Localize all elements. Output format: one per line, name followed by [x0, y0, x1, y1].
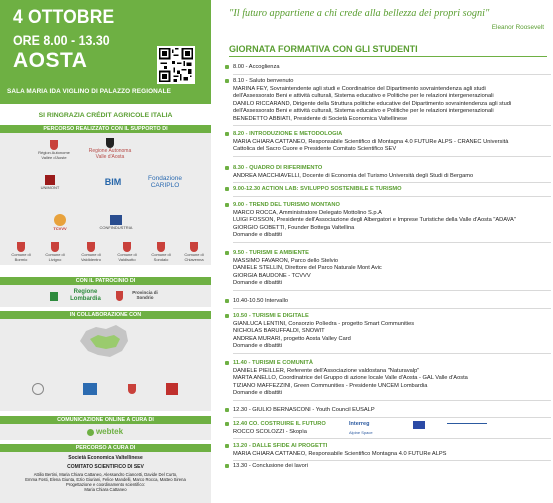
left-panel — [0, 0, 211, 503]
committee-title: COMITATO SCIENTIFICO DI SEV — [67, 464, 144, 470]
program-title: GIORNATA FORMATIVA CON GLI STUDENTI — [229, 44, 418, 55]
aosta-region-logo-2: Regione Autonoma Valle d'Aosta — [88, 135, 132, 163]
bullet-icon — [225, 464, 229, 468]
bullet-icon — [225, 203, 229, 207]
aosta-region-logo: Région Autonome Vallée d'Aoste — [34, 137, 74, 163]
program-item: 8.30 - QUADRO DI RIFERIMENTO ANDREA MACCHIAVELLI, Docente di Economia del Turismo Università degli Studi di Bergamo — [225, 165, 551, 183]
bullet-icon — [225, 444, 229, 448]
bullet-icon — [225, 361, 229, 365]
bullet-icon — [225, 299, 229, 303]
committee-names-1: Attilio Bertini, Maria Chiara Cattaneo, Alessandro Ciancetti, Davide Del Curto, — [33, 472, 178, 477]
lombardia-logo: Regione Lombardia — [50, 288, 110, 304]
comune-valdisotto-logo: Comune di Valdisotto — [110, 241, 144, 263]
quote-text: "Il futuro appartiene a chi crede alla bellezza dei propri sogni" — [229, 8, 490, 19]
coordination-label: Progettazione e coordinamento scientifico: — [66, 482, 145, 487]
program-item: 9.00 - TREND DEL TURISMO MONTANO MARCO ROCCA, Amministratore Delegato Mottolino S.p.A LUIGI FOSSON, Presidente dell'Associazione degli Albergatori e Imprese Turistiche della Valle d'Aosta "ADAVA" GIORGIO GOBETTI, Founder Bottega Valtellina Domande e dibattiti — [225, 202, 551, 243]
partner-logo-4 — [152, 375, 192, 403]
bullet-icon — [225, 408, 229, 412]
event-venue: SALA MARIA IDA VIGLINO DI PALAZZO REGIONALE — [7, 88, 171, 95]
bullet-icon — [225, 166, 229, 170]
online-logo-panel — [0, 424, 211, 440]
event-city: AOSTA — [13, 49, 88, 72]
sponsor-thanks: SI RINGRAZIA CRÉDIT AGRICOLE ITALIA — [38, 112, 173, 119]
interreg-logo: Interreg Alpine Space — [349, 421, 373, 435]
quote-author: Eleanor Roosevelt — [491, 24, 544, 31]
eu-flag-icon — [413, 421, 425, 429]
curated-band: PERCORSO A CURA DI — [0, 444, 211, 452]
curated-panel — [0, 452, 211, 503]
bullet-icon — [225, 251, 229, 255]
partner-line-icon — [447, 423, 487, 424]
program-item: 10.40-10.50 Intervallo — [225, 298, 551, 309]
unimont-logo: UNIMONT — [24, 171, 76, 195]
online-band: COMUNICAZIONE ONLINE A CURA DI — [0, 416, 211, 424]
right-panel — [211, 0, 553, 503]
support-logos-panel — [0, 133, 211, 265]
comune-chiavenna-logo: Comune di Chiavenna — [178, 241, 210, 263]
patronage-logos-panel — [0, 285, 211, 307]
program-item: 10.50 - TURISMI E DIGITALE GIANLUCA LENTINI, Consorzio Polìedra - progetto Smart Communities NICHOLAS BARUFFALDI, SNOWIT ANDREA MURARI, progetto Aosta Valley Card Domande e dibattiti — [225, 313, 551, 354]
comune-bormio-logo: Comune di Bormio — [6, 241, 36, 263]
coordinator-name: Maria Chiara Cattaneo — [84, 487, 127, 492]
event-hero — [0, 0, 211, 104]
bullet-icon — [225, 79, 229, 83]
partner-logo-3 — [120, 375, 144, 403]
bullet-icon — [225, 132, 229, 136]
event-time: ORE 8.00 - 13.30 — [13, 33, 110, 48]
collab-band: IN COLLABORAZIONE CON — [0, 311, 211, 319]
program-item: 8.20 - INTRODUZIONE E METODOLOGIA MARIA CHIARA CATTANEO, Responsabile Scientifico di Montagna 4.0 FUTURe ALPS - CRANEC Università Cattolica del Sacro Cuore e Presidente Comitato Scientifico SEV — [225, 131, 551, 157]
bim-logo: BIM — [104, 177, 122, 188]
cariplo-logo: Fondazione CARIPLO — [148, 174, 182, 189]
comune-sondalo-logo: Comune di Sondalo — [146, 241, 176, 263]
collab-logos-panel — [0, 319, 211, 411]
partner-logo-2 — [70, 375, 110, 403]
program-item: 12.40 CO. COSTRUIRE IL FUTURO ROCCO SCOLOZZI - Skopìa Interreg Alpine Space — [225, 421, 551, 439]
program-item: 9.50 - TURISMI E AMBIENTE MASSIMO FAVARON, Parco dello Stelvio DANIELE STELLIN, Direttore del Parco Naturale Mont Avic GIORGIA BAUDONE - TCVVV Domande e dibattiti — [225, 250, 551, 291]
bullet-icon — [225, 65, 229, 69]
confindustria-logo: CONFINDUSTRIA — [96, 211, 136, 235]
partner-logo-1 — [18, 375, 58, 403]
tcvvv-logo: TCVVV — [46, 211, 74, 235]
support-band: PERCORSO REALIZZATO CON IL SUPPORTO DI — [0, 125, 211, 133]
patronage-band: CON IL PATROCINIO DI — [0, 277, 211, 285]
program-item: 9.00-12.30 ACTION LAB: SVILUPPO SOSTENIBILE E TURISMO — [225, 186, 551, 197]
program-item: 13.20 - DALLE SFIDE AI PROGETTI MARIA CHIARA CATTANEO, Responsabile Scientifico Montagna 4.0 FUTURe ALPS — [225, 443, 551, 461]
webtek-logo[interactable]: webtek — [80, 426, 130, 438]
comune-valdidentro-logo: Comune di Valdidentro — [74, 241, 108, 263]
program-item: 8.10 - Saluto benvenuto MARINA FEY, Sovraintendente agli studi e Coordinatrice del Dipartimento sovraintendenza agli studi dell'Assessorato Beni e attività culturali, Sistema educativo e Politiche per le relazioni intergenerazionali DANILO RICCARAND, Dirigente della Struttura politiche educative del Dipartimento sovraintendenza agli studi dell'Assessorato Beni e attività culturali, Sistema educativo e Politiche per le relazioni intergenerazionali BENEDETTO ABBIATI, Presidente di Società Economica Valtellinese — [225, 78, 551, 126]
bullet-icon — [225, 314, 229, 318]
sondrio-logo: Provincia di Sondrio — [116, 287, 164, 305]
program-item: 8.00 - Accoglienza — [225, 64, 551, 75]
event-date: 4 OTTOBRE — [13, 7, 115, 28]
bullet-icon — [225, 422, 229, 426]
comune-livigno-logo: Comune di Livigno — [40, 241, 70, 263]
program-item: 13.30 - Conclusione dei lavori — [225, 463, 551, 471]
program-item: 12.30 - GIULIO BERNASCONI - Youth Council EUSALP — [225, 407, 551, 418]
committee-names-2: Emma Fosti, Elena Giunta, Ezio Giuriani, Felice Mandelli, Marco Rocca, Matteo Sirena — [25, 477, 186, 482]
qr-code-icon[interactable] — [157, 46, 195, 84]
program-item: 11.40 - TURISMI E COMUNITÀ DANIELE PIEILLER, Referente dell'Associazione valdostana "Naturavalp" MARTA ANELLO, Coordinatrice del Gruppo di azione locale Valle d'Aosta - GAL Valle d'Aosta TIZIANO MAFFEZZINI, Green Communities - Presidente UNCEM Lombardia Domande e dibattiti — [225, 360, 551, 401]
title-divider — [229, 56, 547, 57]
bullet-icon — [225, 187, 229, 191]
curated-org: Società Economica Valtellinese — [68, 455, 143, 461]
alps-map-icon — [76, 321, 132, 363]
